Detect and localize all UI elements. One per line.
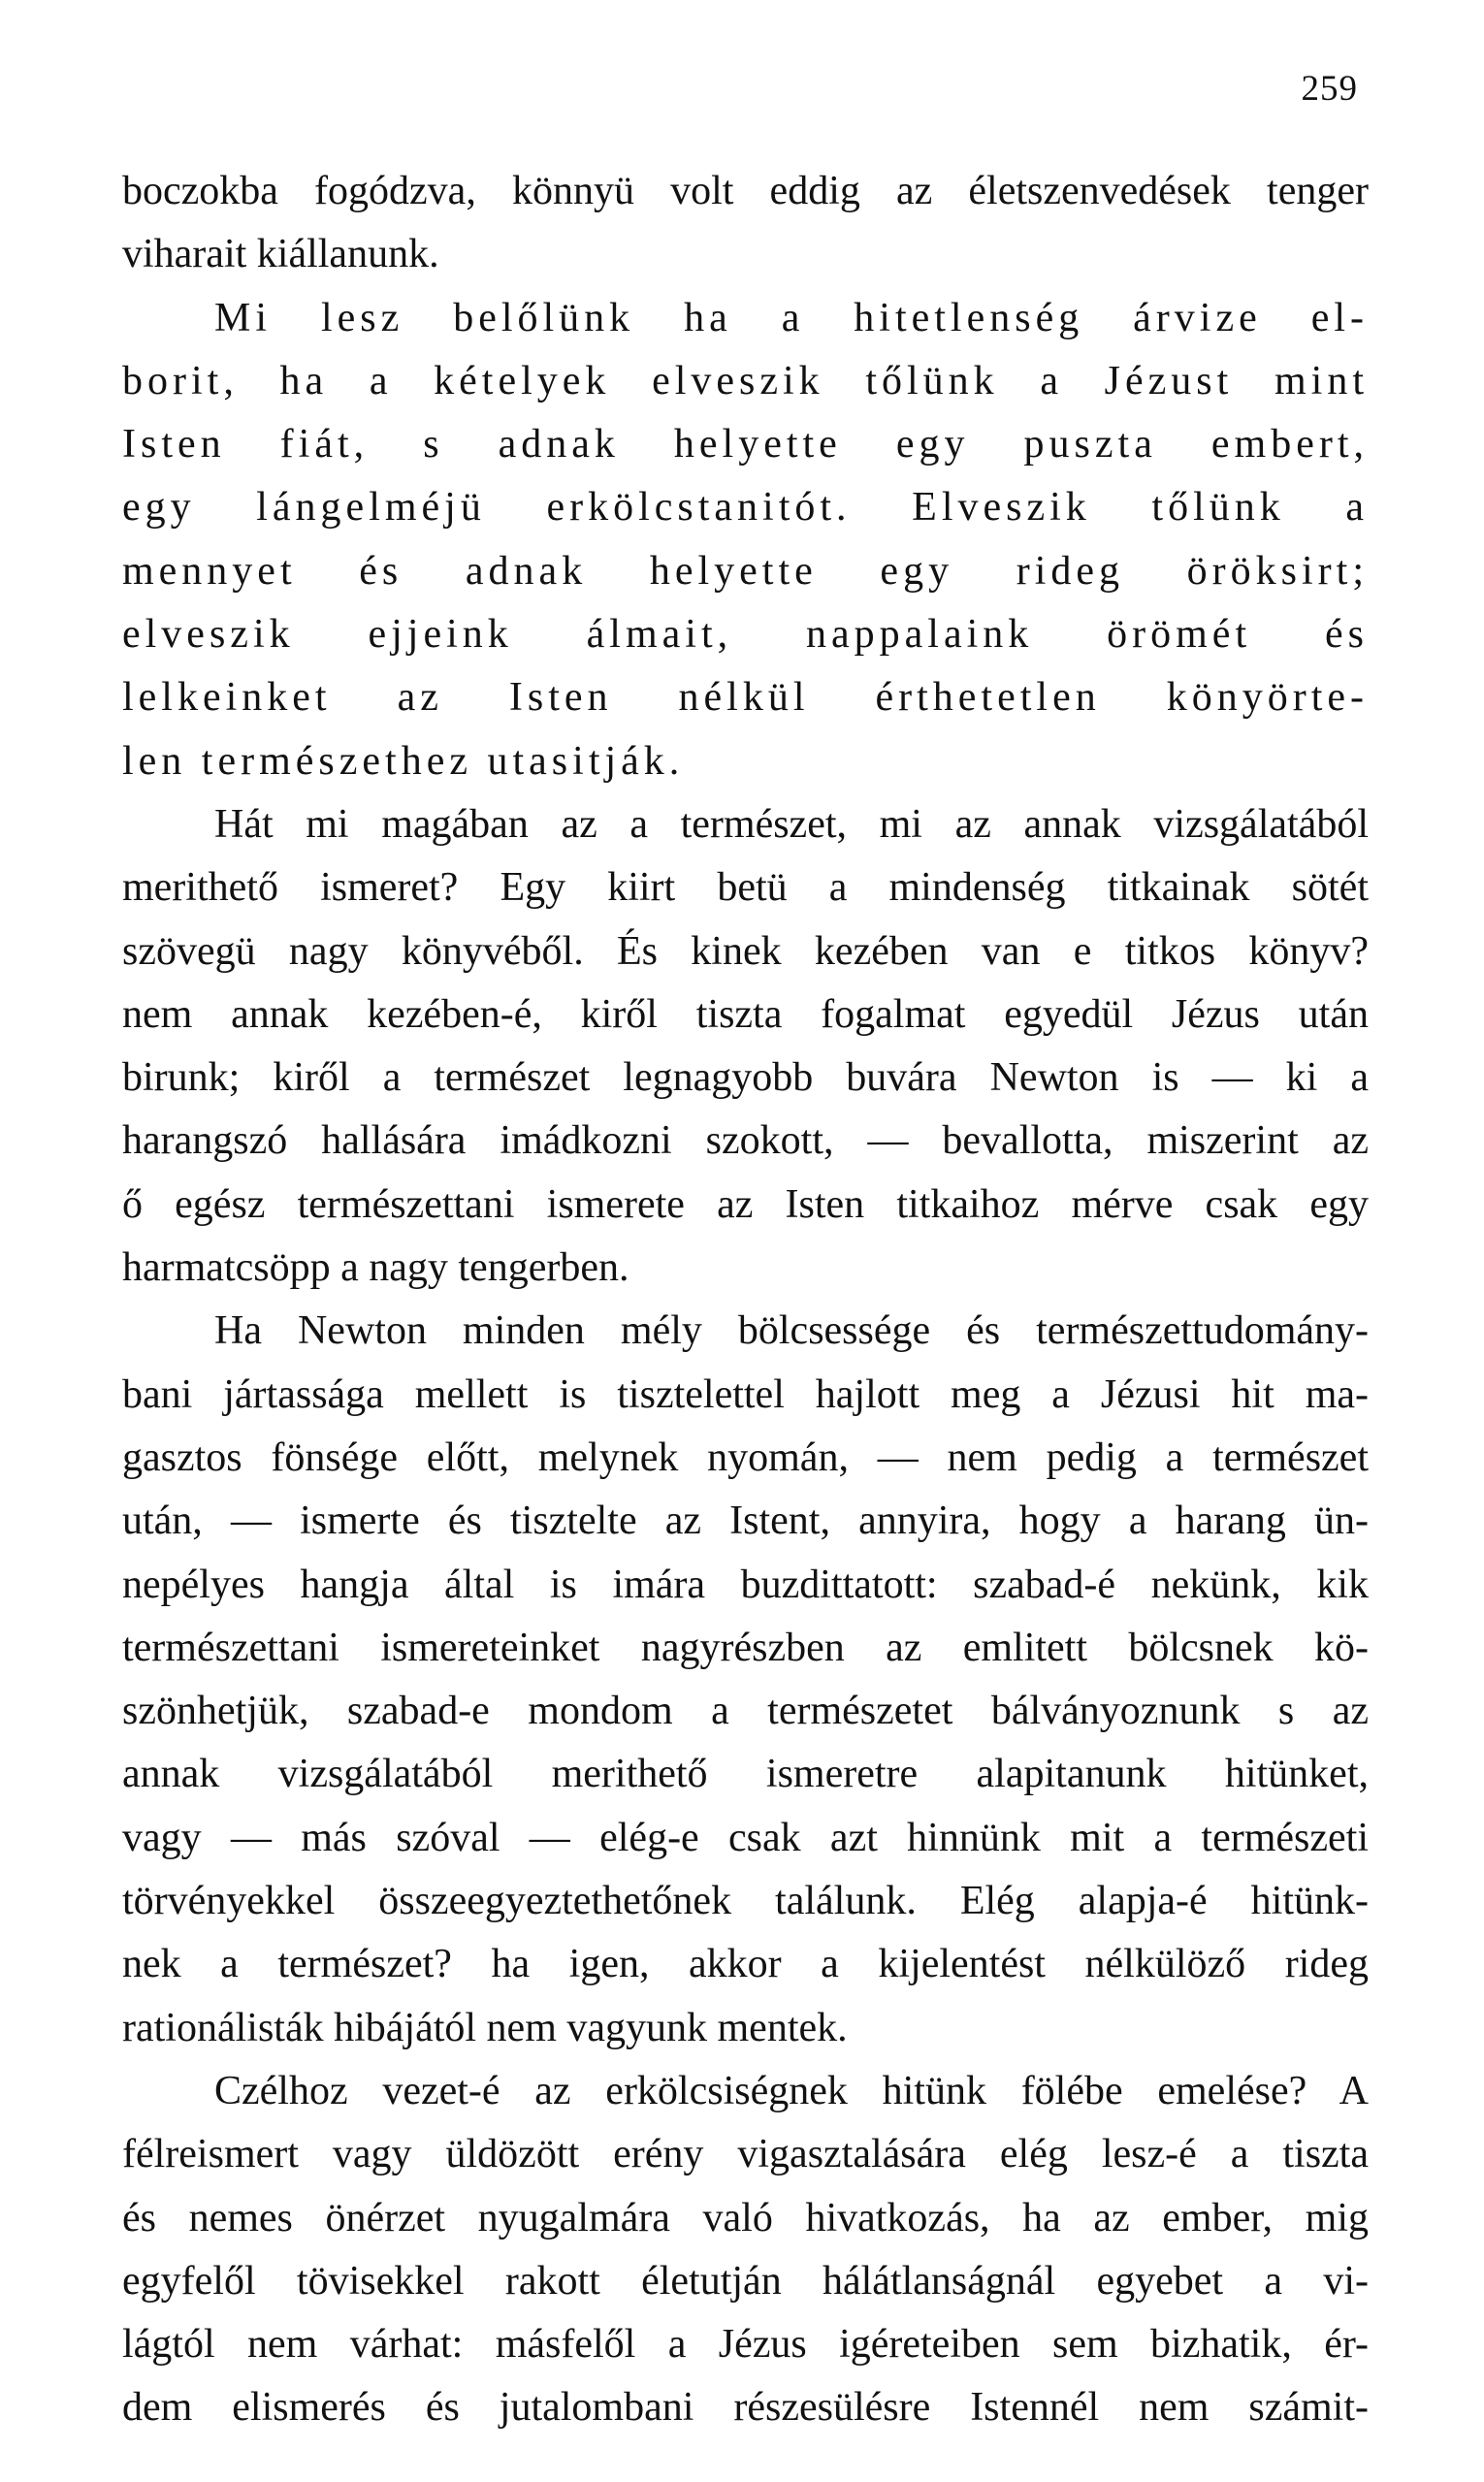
text-line: Ha Newton minden mély bölcsessége és természettudomány- xyxy=(214,1308,1369,1354)
text-line: vagy — más szóval — elég-e csak azt hinnünk mit a természeti xyxy=(122,1815,1369,1860)
text-line: Mi lesz belőlünk ha a hitetlenség árvize el- xyxy=(214,295,1369,340)
text-line: harangszó hallására imádkozni szokott, — bevallotta, miszerint az xyxy=(122,1118,1369,1164)
text-line: Hát mi magában az a természet, mi az annak vizsgálatából xyxy=(214,801,1369,847)
text-line: borit, ha a kételyek elveszik tőlünk a Jézust mint xyxy=(122,358,1369,403)
text-line: nem annak kezében-é, kiről tiszta fogalmat egyedül Jézus után xyxy=(122,991,1369,1037)
text-line: annak vizsgálatából merithető ismeretre alapitanunk hitünket, xyxy=(122,1752,1369,1797)
text-line: gasztos fönsége előtt, melynek nyomán, — nem pedig a természet xyxy=(122,1434,1369,1480)
text-line: harmatcsöpp a nagy tengerben. xyxy=(122,1245,629,1291)
text-line: egyfelől tövisekkel rakott életutján hálátlanságnál egyebet a vi- xyxy=(122,2258,1369,2304)
text-line: Czélhoz vezet-é az erkölcsiségnek hitünk fölébe emelése? A xyxy=(214,2068,1369,2113)
text-line: ő egész természettani ismerete az Isten titkaihoz mérve csak egy xyxy=(122,1181,1369,1227)
text-line: rationálisták hibájától nem vagyunk mentek. xyxy=(122,2005,848,2050)
text-line: viharait kiállanunk. xyxy=(122,232,439,277)
text-line: elveszik ejjeink álmait, nappalaink örömét és xyxy=(122,612,1369,658)
text-line: lágtól nem várhat: másfelől a Jézus igéreteiben sem bizhatik, ér- xyxy=(122,2322,1369,2368)
text-line: dem elismerés és jutalombani részesülésre Istennél nem számit- xyxy=(122,2385,1369,2431)
body-text xyxy=(122,160,1369,2440)
text-line: nek a természet? ha igen, akkor a kijelentést nélkülöző rideg xyxy=(122,1942,1369,1987)
text-line: mennyet és adnak helyette egy rideg öröksirt; xyxy=(122,548,1369,594)
text-line: törvényekkel összeegyeztethetőnek találunk. Elég alapja-é hitünk- xyxy=(122,1879,1369,1924)
text-line: szövegü nagy könyvéből. És kinek kezében van e titkos könyv? xyxy=(122,928,1369,974)
page-number: 259 xyxy=(1301,69,1358,109)
text-line: Isten fiát, s adnak helyette egy puszta embert, xyxy=(122,422,1369,467)
text-line: birunk; kiről a természet legnagyobb buvára Newton is — ki a xyxy=(122,1055,1369,1101)
text-line: után, — ismerte és tisztelte az Istent, annyira, hogy a harang ün- xyxy=(122,1499,1369,1544)
text-line: merithető ismeret? Egy kiirt betü a mindenség titkainak sötét xyxy=(122,865,1369,911)
text-line: boczokba fogódzva, könnyü volt eddig az életszenvedések tenger xyxy=(122,169,1369,213)
text-line: bani jártassága mellett is tisztelettel hajlott meg a Jézusi hit ma- xyxy=(122,1371,1369,1417)
text-line: szönhetjük, szabad-e mondom a természetet bálványoznunk s az xyxy=(122,1689,1369,1734)
text-line: egy lángelméjü erkölcstanitót. Elveszik tőlünk a xyxy=(122,485,1369,531)
text-line: és nemes önérzet nyugalmára való hivatkozás, ha az ember, mig xyxy=(122,2195,1369,2240)
text-line: nepélyes hangja által is imára buzdittatott: szabad-é nekünk, kik xyxy=(122,1562,1369,1607)
text-line: félreismert vagy üldözött erény vigasztalására elég lesz-é a tiszta xyxy=(122,2132,1369,2177)
text-line: lelkeinket az Isten nélkül érthetetlen könyörte- xyxy=(122,675,1369,721)
text-line: természettani ismereteinket nagyrészben az emlitett bölcsnek kö- xyxy=(122,1625,1369,1670)
text-line: len természethez utasitják. xyxy=(122,738,685,784)
